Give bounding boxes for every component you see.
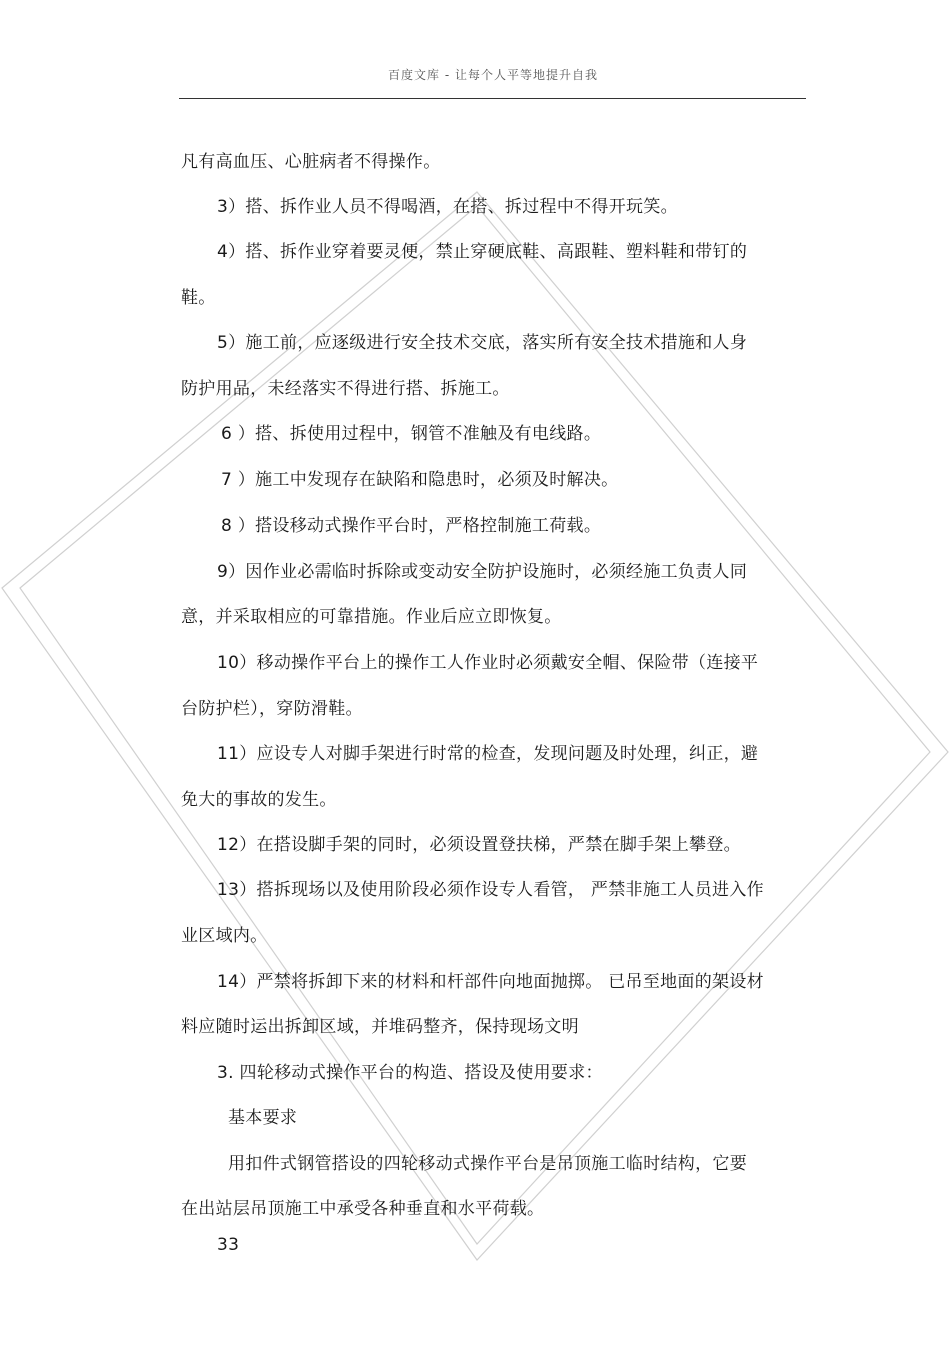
text-line: 台防护栏），穿防滑鞋。 (181, 699, 363, 719)
text-line: 5）施工前，应逐级进行安全技术交底，落实所有安全技术措施和人身 (217, 333, 748, 353)
text-line: 7 ）施工中发现存在缺陷和隐患时，必须及时解决。 (221, 470, 619, 490)
text-line: 鞋。 (181, 288, 216, 308)
subsection-heading: 基本要求 (228, 1108, 298, 1128)
text-line: 用扣件式钢管搭设的四轮移动式操作平台是吊顶施工临时结构，它要 (228, 1154, 747, 1174)
text-line: 业区域内。 (181, 926, 268, 946)
text-line: 8 ）搭设移动式操作平台时，严格控制施工荷载。 (221, 516, 602, 536)
text-line: 意，并采取相应的可靠措施。作业后应立即恢复。 (181, 607, 562, 627)
section-heading: 3. 四轮移动式操作平台的构造、搭设及使用要求： (217, 1063, 603, 1083)
header-divider (179, 98, 806, 99)
text-line: 10）移动操作平台上的操作工人作业时必须戴安全帽、保险带（连接平 (217, 653, 759, 673)
text-line: 13）搭拆现场以及使用阶段必须作设专人看管， 严禁非施工人员进入作 (217, 880, 764, 900)
text-line: 免大的事故的发生。 (181, 790, 337, 810)
text-line: 12）在搭设脚手架的同时，必须设置登扶梯，严禁在脚手架上攀登。 (217, 835, 741, 855)
text-line: 14）严禁将拆卸下来的材料和杆部件向地面抛掷。 已吊至地面的架设材 (217, 972, 764, 992)
text-line: 9）因作业必需临时拆除或变动安全防护设施时，必须经施工负责人同 (217, 562, 748, 582)
text-line: 凡有高血压、心脏病者不得操作。 (181, 152, 441, 172)
text-line: 3）搭、拆作业人员不得喝酒，在搭、拆过程中不得开玩笑。 (217, 197, 678, 217)
text-line: 在出站层吊顶施工中承受各种垂直和水平荷载。 (181, 1199, 545, 1219)
text-line: 料应随时运出拆卸区域，并堆码整齐，保持现场文明 (181, 1017, 579, 1037)
page-header: 百度文库 - 让每个人平等地提升自我 (388, 68, 598, 82)
text-line: 4）搭、拆作业穿着要灵便，禁止穿硬底鞋、高跟鞋、塑料鞋和带钉的 (217, 242, 748, 262)
text-line: 防护用品，未经落实不得进行搭、拆施工。 (181, 379, 510, 399)
page-number: 33 (217, 1235, 240, 1255)
text-line: 6 ）搭、拆使用过程中，钢管不准触及有电线路。 (221, 424, 602, 444)
text-line: 11）应设专人对脚手架进行时常的检查，发现问题及时处理，纠正，避 (217, 744, 759, 764)
